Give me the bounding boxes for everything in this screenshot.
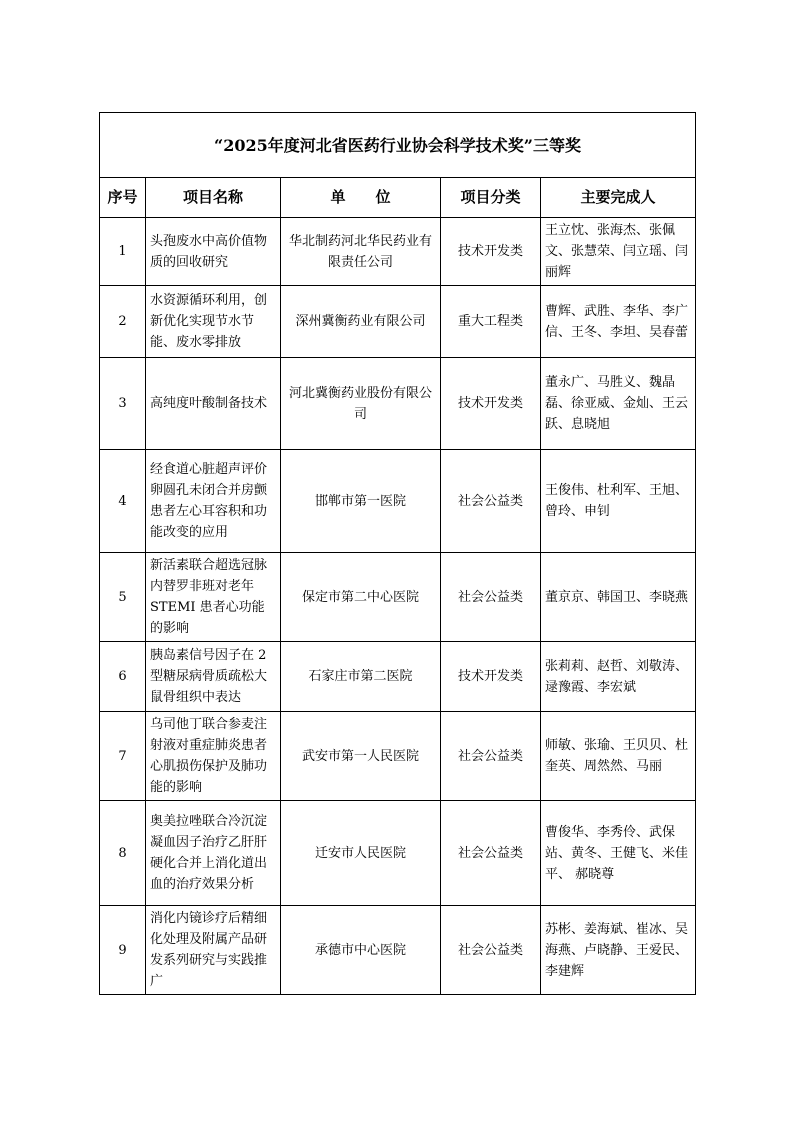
cell-people: 曹俊华、李秀伶、武保站、黄冬、王健飞、米佳平、 郝晓尊 <box>541 801 696 906</box>
cell-unit: 邯郸市第一医院 <box>281 450 441 553</box>
cell-people: 董京京、韩国卫、李晓燕 <box>541 553 696 642</box>
cell-category: 技术开发类 <box>441 642 541 712</box>
table-body <box>100 218 696 995</box>
cell-name: 水资源循环利用，创新优化实现节水节能、废水零排放 <box>146 286 281 358</box>
cell-unit: 石家庄市第二医院 <box>281 642 441 712</box>
cell-people: 曹辉、武胜、李华、李广信、王冬、李坦、吴春蕾 <box>541 286 696 358</box>
cell-seq: 8 <box>100 801 146 906</box>
cell-people: 张莉莉、赵哲、刘敬涛、逯豫霞、李宏斌 <box>541 642 696 712</box>
cell-unit: 河北冀衡药业股份有限公司 <box>281 358 441 450</box>
cell-people: 师敏、张瑜、王贝贝、杜奎英、周然然、马丽 <box>541 712 696 801</box>
cell-seq: 4 <box>100 450 146 553</box>
cell-unit: 武安市第一人民医院 <box>281 712 441 801</box>
cell-name: 高纯度叶酸制备技术 <box>146 358 281 450</box>
table-row <box>100 712 696 801</box>
header-unit: 单 位 <box>281 178 441 218</box>
cell-category: 技术开发类 <box>441 358 541 450</box>
cell-category: 社会公益类 <box>441 906 541 995</box>
cell-seq: 5 <box>100 553 146 642</box>
cell-seq: 7 <box>100 712 146 801</box>
cell-name: 新活素联合超选冠脉内替罗非班对老年 STEMI 患者心功能的影响 <box>146 553 281 642</box>
cell-unit: 深州冀衡药业有限公司 <box>281 286 441 358</box>
cell-seq: 9 <box>100 906 146 995</box>
header-seq: 序号 <box>100 178 146 218</box>
cell-unit: 承德市中心医院 <box>281 906 441 995</box>
cell-category: 技术开发类 <box>441 218 541 286</box>
title-row <box>100 113 696 178</box>
cell-people: 王立忱、张海杰、张佩文、张慧荣、闫立瑶、闫丽辉 <box>541 218 696 286</box>
cell-name: 奥美拉唑联合冷沉淀凝血因子治疗乙肝肝硬化合并上消化道出血的治疗效果分析 <box>146 801 281 906</box>
cell-seq: 1 <box>100 218 146 286</box>
header-category: 项目分类 <box>441 178 541 218</box>
cell-name: 乌司他丁联合参麦注射液对重症肺炎患者心肌损伤保护及肺功能的影响 <box>146 712 281 801</box>
cell-category: 社会公益类 <box>441 553 541 642</box>
cell-category: 社会公益类 <box>441 801 541 906</box>
table-row <box>100 553 696 642</box>
cell-category: 社会公益类 <box>441 712 541 801</box>
table-row <box>100 906 696 995</box>
cell-unit: 迁安市人民医院 <box>281 801 441 906</box>
table-title: “2025年度河北省医药行业协会科学技术奖”三等奖 <box>100 113 696 178</box>
cell-name: 消化内镜诊疗后精细化处理及附属产品研发系列研究与实践推广 <box>146 906 281 995</box>
cell-category: 重大工程类 <box>441 286 541 358</box>
table-row <box>100 218 696 286</box>
cell-seq: 6 <box>100 642 146 712</box>
table-row <box>100 358 696 450</box>
award-table <box>99 112 696 995</box>
table-row <box>100 286 696 358</box>
table-row <box>100 642 696 712</box>
cell-name: 胰岛素信号因子在 2 型糖尿病骨质疏松大鼠骨组织中表达 <box>146 642 281 712</box>
header-row <box>100 178 696 218</box>
table-row <box>100 450 696 553</box>
table-row <box>100 801 696 906</box>
cell-unit: 华北制药河北华民药业有限责任公司 <box>281 218 441 286</box>
cell-seq: 3 <box>100 358 146 450</box>
cell-name: 头孢废水中高价值物质的回收研究 <box>146 218 281 286</box>
header-people: 主要完成人 <box>541 178 696 218</box>
cell-unit: 保定市第二中心医院 <box>281 553 441 642</box>
cell-people: 苏彬、姜海斌、崔冰、吴海燕、卢晓静、王爱民、李建辉 <box>541 906 696 995</box>
cell-name: 经食道心脏超声评价卵圆孔未闭合并房颤患者左心耳容积和功能改变的应用 <box>146 450 281 553</box>
cell-people: 董永广、马胜义、魏晶磊、徐亚威、金灿、王云跃、息晓旭 <box>541 358 696 450</box>
cell-category: 社会公益类 <box>441 450 541 553</box>
header-name: 项目名称 <box>146 178 281 218</box>
cell-seq: 2 <box>100 286 146 358</box>
cell-people: 王俊伟、杜利军、王旭、曾玲、申钊 <box>541 450 696 553</box>
